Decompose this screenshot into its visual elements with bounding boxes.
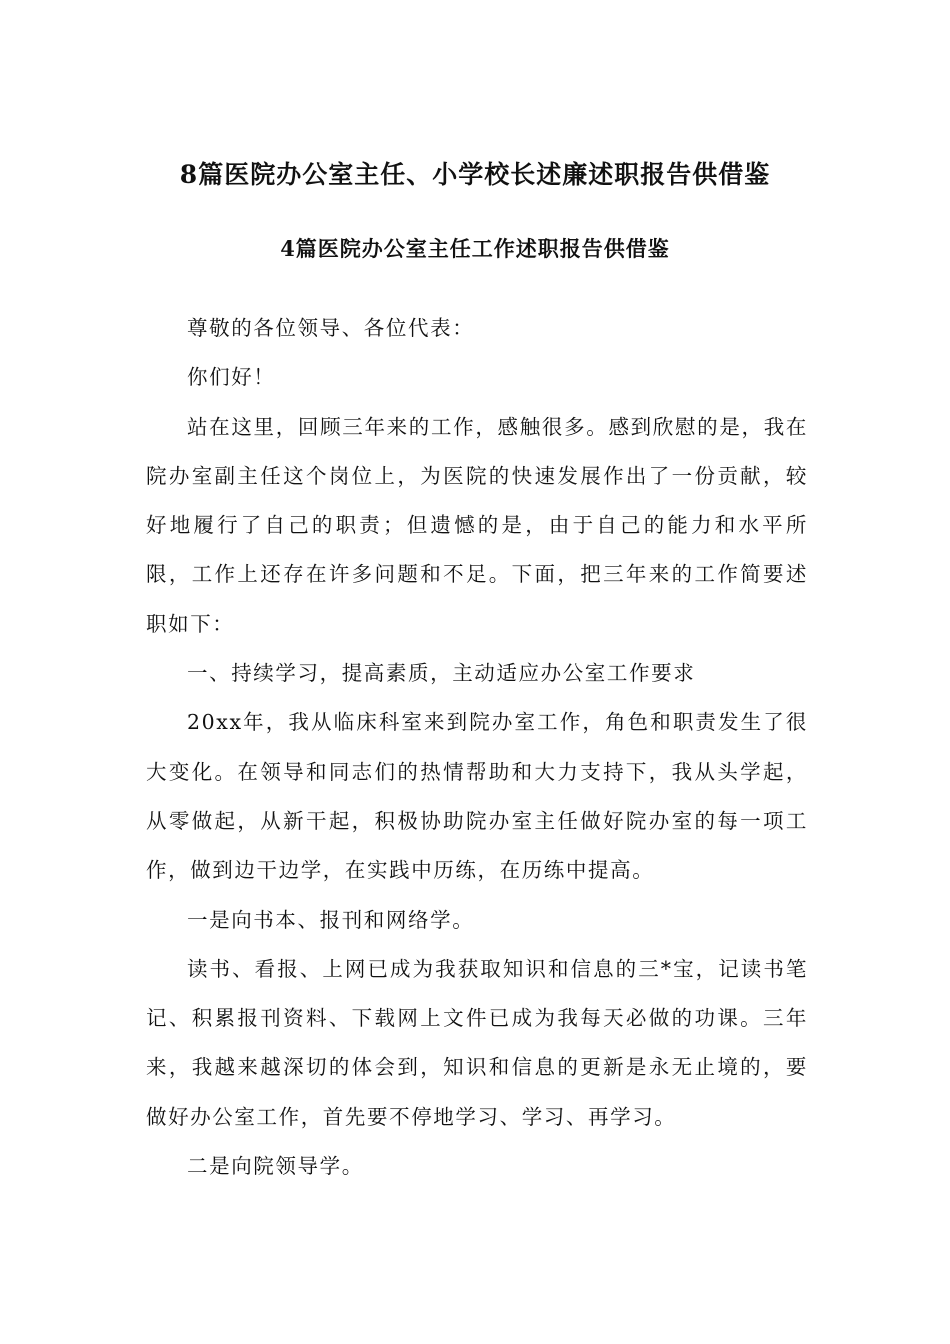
document-title: 8篇医院办公室主任、小学校长述廉述职报告供借鉴: [179, 160, 771, 189]
salutation: 尊敬的各位领导、各位代表：: [187, 316, 475, 340]
subsection-heading: 一是向书本、报刊和网络学。: [187, 907, 475, 932]
document-subtitle: 4篇医院办公室主任工作述职报告供借鉴: [280, 236, 670, 261]
greeting: 你们好！: [187, 365, 276, 390]
body-paragraph: 读书、看报、上网已成为我获取知识和信息的三*宝，记读书笔记、积累报刊资料、下载网上文件已成为我每天必做的功课。三年来，我越来越深切的体会到，知识和信息的更新是永无止境的，要做好办公室工作，首先要不停地学习、学习、再学习。: [146, 956, 808, 1129]
body-paragraph: 20xx年，我从临床科室来到院办室工作，角色和职责发生了很大变化。在领导和同志们的热情帮助和大力支持下，我从头学起，从零做起，从新干起，积极协助院办室主任做好院办室的每一项工作，做到边干边学，在实践中历练，在历练中提高。: [146, 710, 808, 883]
document-body: [146, 304, 808, 1191]
subsection-heading: 二是向院领导学。: [187, 1154, 364, 1179]
section-heading: 一、持续学习，提高素质，主动适应办公室工作要求: [187, 661, 696, 686]
body-paragraph: 站在这里，回顾三年来的工作，感触很多。感到欣慰的是，我在院办室副主任这个岗位上，为医院的快速发展作出了一份贡献，较好地履行了自己的职责；但遗憾的是，由于自己的能力和水平所限，工作上还存在许多问题和不足。下面，把三年来的工作简要述职如下：: [146, 414, 808, 636]
